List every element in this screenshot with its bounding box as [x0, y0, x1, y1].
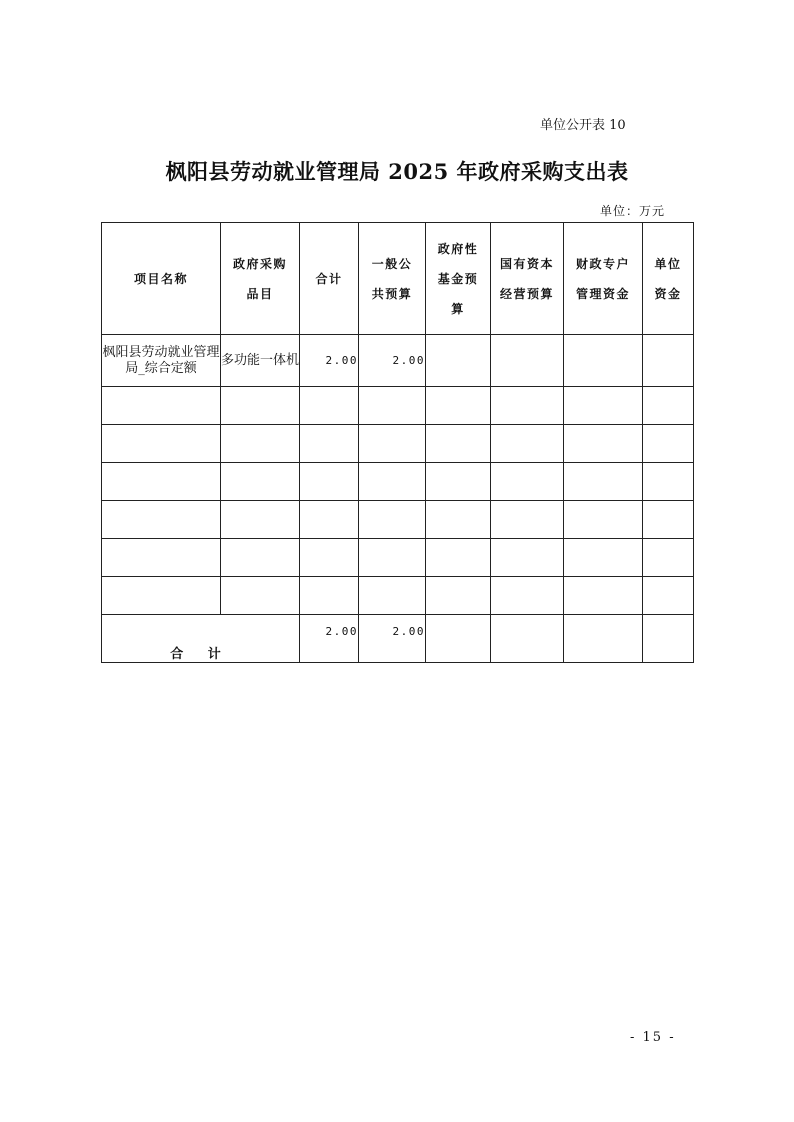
- total-cell: 2.00: [300, 335, 359, 387]
- col-state-capital: 国有资本 经营预算: [491, 223, 564, 335]
- col-unit-fund: 单位 资金: [643, 223, 694, 335]
- empty-row: [102, 539, 694, 577]
- unit-fund-cell: [643, 335, 694, 387]
- total-row: [102, 615, 694, 663]
- empty-row: [102, 463, 694, 501]
- gov-fund-cell: [426, 335, 491, 387]
- state-capital-sum-cell: [491, 615, 564, 663]
- col-special-account: 财政专户 管理资金: [564, 223, 643, 335]
- special-account-cell: [564, 335, 643, 387]
- header-row: [102, 223, 694, 335]
- unit-note: 单位：万元: [600, 204, 666, 218]
- procurement-item-cell: 多功能一体机: [221, 335, 300, 387]
- empty-row: [102, 577, 694, 615]
- empty-row: [102, 501, 694, 539]
- col-procurement-item: 政府采购 品目: [221, 223, 300, 335]
- col-project-name: 项目名称: [102, 223, 221, 335]
- unit-fund-sum-cell: [643, 615, 694, 663]
- total-sum-cell: 2.00: [300, 615, 359, 663]
- empty-row: [102, 425, 694, 463]
- project-name-cell: 枫阳县劳动就业管理局_综合定额: [102, 335, 221, 387]
- total-label: 合 计: [102, 615, 300, 663]
- general-budget-sum-cell: 2.00: [359, 615, 426, 663]
- procurement-table: [101, 222, 694, 663]
- general-budget-cell: 2.00: [359, 335, 426, 387]
- page-number: - 15 -: [630, 1030, 676, 1045]
- special-account-sum-cell: [564, 615, 643, 663]
- col-general-budget: 一般公 共预算: [359, 223, 426, 335]
- col-gov-fund: 政府性 基金预 算: [426, 223, 491, 335]
- col-total: 合计: [300, 223, 359, 335]
- empty-row: [102, 387, 694, 425]
- state-capital-cell: [491, 335, 564, 387]
- form-code: 单位公开表 10: [540, 118, 626, 133]
- gov-fund-sum-cell: [426, 615, 491, 663]
- table-row: [102, 335, 694, 387]
- document-title: 枫阳县劳动就业管理局 2025 年政府采购支出表: [165, 159, 629, 184]
